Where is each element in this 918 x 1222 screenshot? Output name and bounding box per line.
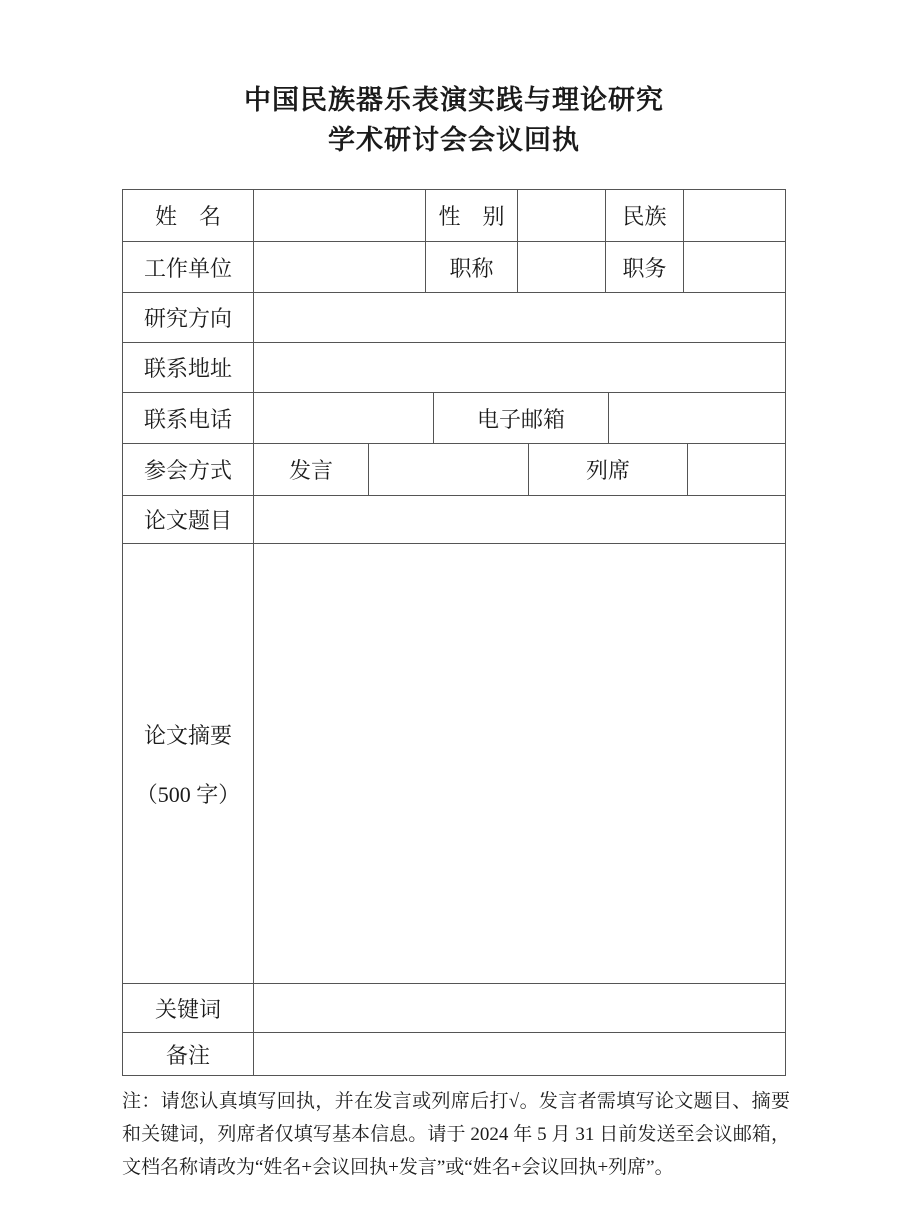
work-unit-label: 工作单位	[143, 255, 232, 281]
contact-address-label: 联系地址	[143, 356, 232, 381]
table-row-paper-title	[123, 495, 785, 543]
participation-mode-label: 参会方式	[143, 458, 232, 483]
table-row-phone-email	[123, 392, 785, 443]
work-unit-input-cell[interactable]	[253, 242, 425, 292]
speech-option-label: 发言	[253, 444, 368, 495]
contact-phone-label: 联系电话	[143, 406, 232, 432]
ethnicity-label: 民族	[605, 190, 683, 241]
remarks-label: 备注	[165, 1042, 210, 1068]
paper-title-input-cell[interactable]	[253, 496, 785, 543]
position-input-cell[interactable]	[683, 242, 785, 292]
document-title	[122, 80, 786, 160]
professional-title-label: 职称	[425, 242, 517, 292]
email-input-cell[interactable]	[608, 393, 785, 443]
paper-abstract-label-line-1: 论文摘要	[143, 722, 232, 748]
footnote-line-3: 文档名称请改为“姓名+会议回执+发言”或“姓名+会议回执+列席”。	[122, 1157, 674, 1178]
table-row-name-gender-ethnicity	[123, 190, 785, 241]
email-label: 电子邮箱	[433, 393, 608, 443]
table-row-workunit-title-position	[123, 241, 785, 292]
keywords-input-cell[interactable]	[253, 984, 785, 1032]
footnote-line-2: 和关键词，列席者仅填写基本信息。请于 2024 年 5 月 31 日前发送至会议邮箱，	[122, 1124, 790, 1145]
position-label: 职务	[605, 242, 683, 292]
gender-label: 性 别	[425, 190, 517, 241]
contact-phone-input-cell[interactable]	[253, 393, 433, 443]
name-input-cell[interactable]	[253, 190, 425, 241]
research-direction-input-cell[interactable]	[253, 293, 785, 342]
table-row-participation-mode	[123, 443, 785, 495]
table-row-remarks	[123, 1032, 785, 1075]
table-row-research-direction	[123, 292, 785, 342]
professional-title-input-cell[interactable]	[517, 242, 605, 292]
remarks-input-cell[interactable]	[253, 1033, 785, 1075]
paper-abstract-label	[123, 544, 253, 983]
contact-address-input-cell[interactable]	[253, 343, 785, 392]
document-title-line-1: 中国民族器乐表演实践与理论研究	[244, 85, 664, 115]
speech-checkmark-cell[interactable]	[368, 444, 528, 495]
table-row-contact-address	[123, 342, 785, 392]
paper-abstract-label-line-2: （500 字）	[135, 781, 241, 807]
ethnicity-input-cell[interactable]	[683, 190, 785, 241]
keywords-label: 关键词	[154, 996, 221, 1022]
table-row-keywords	[123, 983, 785, 1032]
gender-input-cell[interactable]	[517, 190, 605, 241]
observer-option-label: 列席	[528, 444, 687, 495]
paper-title-label: 论文题目	[143, 508, 232, 533]
registration-form-table	[122, 189, 786, 1076]
research-direction-label: 研究方向	[143, 306, 232, 331]
document-title-line-2: 学术研讨会会议回执	[328, 125, 580, 155]
observer-checkmark-cell[interactable]	[687, 444, 785, 495]
table-row-paper-abstract	[123, 543, 785, 983]
name-label: 姓 名	[154, 204, 221, 229]
footnote-line-1: 注：请您认真填写回执，并在发言或列席后打√。发言者需填写论文题目、摘要	[122, 1091, 790, 1112]
paper-abstract-input-cell[interactable]	[253, 544, 785, 983]
footnote	[122, 1085, 790, 1184]
